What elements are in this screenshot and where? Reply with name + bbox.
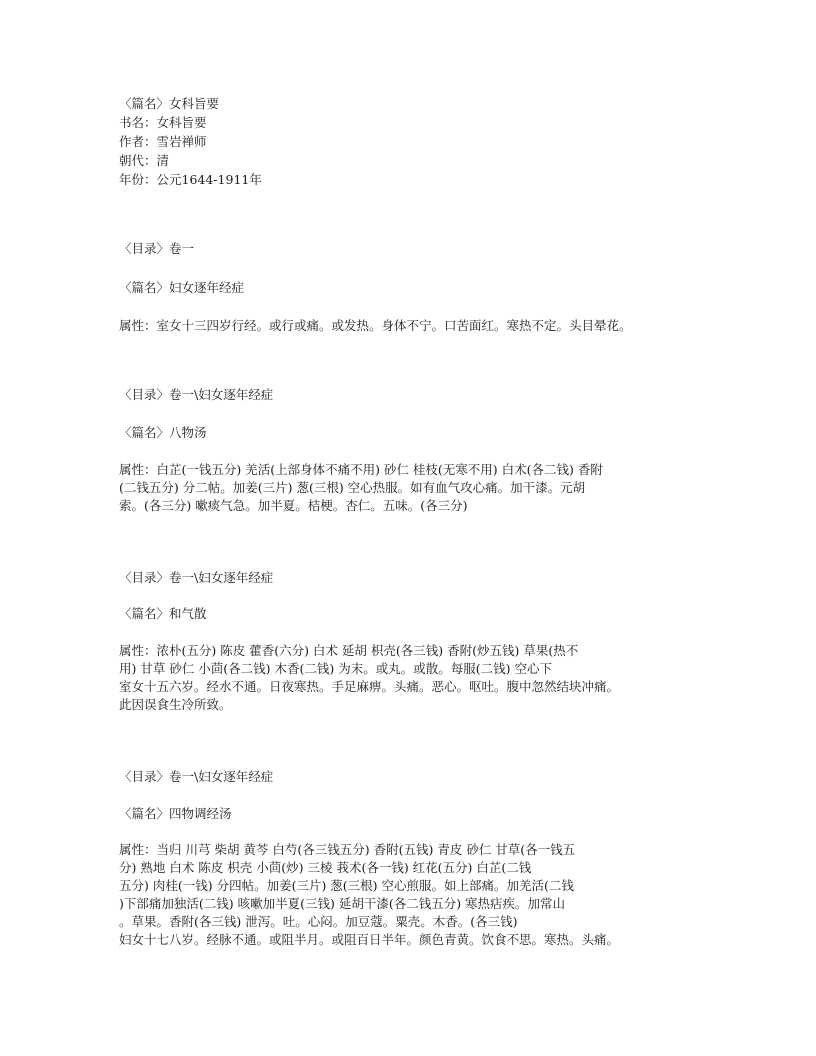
section3-paragraph-line: 属性：浓朴(五分) 陈皮 藿香(六分) 白术 延胡 枳壳(各三钱) 香附(炒五钱) 草果(热不 bbox=[119, 643, 579, 658]
header-dynasty: 朝代：清 bbox=[119, 153, 170, 168]
header-chapter-name: 〈篇名〉女科旨要 bbox=[119, 96, 220, 111]
section1-catalog: 〈目录〉卷一 bbox=[119, 241, 195, 256]
section4-paragraph-line: 五分) 肉桂(一钱) 分四帖。加姜(三片) 葱(三根) 空心煎服。如上部痛。加羌活(二钱 bbox=[119, 878, 574, 893]
header-author: 作者：雪岩禅师 bbox=[119, 134, 207, 149]
section2-paragraph-line: (二钱五分) 分二帖。加姜(三片) 葱(三根) 空心热服。如有血气攻心痛。加干漆。元胡 bbox=[119, 480, 586, 495]
section4-paragraph-line: 分) 熟地 白术 陈皮 枳壳 小茴(炒) 三棱 莪术(各一钱) 红花(五分) 白芷(二钱 bbox=[119, 860, 532, 875]
section4-title: 〈篇名〉四物调经汤 bbox=[119, 806, 232, 821]
section3-catalog: 〈目录〉卷一\妇女逐年经症 bbox=[119, 570, 274, 585]
section3-paragraph-line: 室女十五六岁。经水不通。日夜寒热。手足麻痹。头痛。恶心。呕吐。腹中忽然结块冲痛。 bbox=[119, 679, 620, 694]
section4-paragraph-line: 属性：当归 川芎 柴胡 黄芩 白芍(各三钱五分) 香附(五钱) 青皮 砂仁 甘草(各一钱五 bbox=[119, 842, 576, 857]
section2-title: 〈篇名〉八物汤 bbox=[119, 425, 207, 440]
section1-paragraph-line: 属性：室女十三四岁行经。或行或痛。或发热。身体不宁。口苦面红。寒热不定。头目晕花。 bbox=[119, 318, 632, 333]
section4-paragraph-line: 妇女十七八岁。经脉不通。或阻半月。或阻百日半年。颜色青黄。饮食不思。寒热。头痛。 bbox=[119, 932, 620, 947]
header-years: 年份：公元1644-1911年 bbox=[119, 172, 262, 187]
section4-catalog: 〈目录〉卷一\妇女逐年经症 bbox=[119, 769, 274, 784]
header-book-name: 书名：女科旨要 bbox=[119, 115, 207, 130]
section2-catalog: 〈目录〉卷一\妇女逐年经症 bbox=[119, 387, 274, 402]
section1-title: 〈篇名〉妇女逐年经症 bbox=[119, 280, 245, 295]
section2-paragraph-line: 属性：白芷(一钱五分) 羌活(上部身体不痛不用) 砂仁 桂枝(无寒不用) 白术(各二钱) 香附 bbox=[119, 462, 603, 477]
section4-paragraph-line: 。草果。香附(各三钱) 泄泻。吐。心闷。加豆蔻。粟壳。木香。(各三钱) bbox=[119, 914, 518, 929]
section4-paragraph-line: )下部痛加独活(二钱) 咳嗽加半夏(三钱) 延胡干漆(各二钱五分) 寒热痁疾。加常山 bbox=[119, 896, 566, 911]
section3-paragraph-line: 此因误食生冷所致。 bbox=[119, 697, 232, 712]
section2-paragraph-line: 索。(各三分) 嗽痰气急。加半夏。桔梗。杏仁。五味。(各三分) bbox=[119, 498, 468, 513]
section3-paragraph-line: 用) 甘草 砂仁 小茴(各二钱) 木香(二钱) 为末。或丸。或散。每服(二钱) 空心下 bbox=[119, 661, 552, 676]
section3-title: 〈篇名〉和气散 bbox=[119, 606, 207, 621]
